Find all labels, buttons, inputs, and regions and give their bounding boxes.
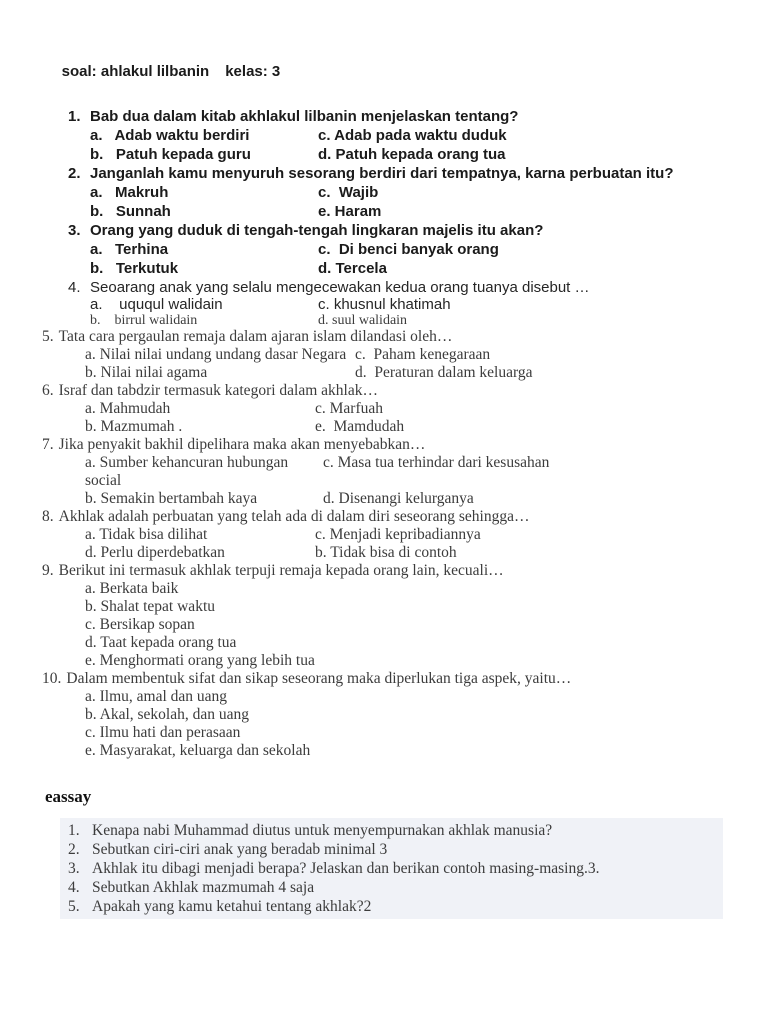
option-left: c. Bersikap sopan (85, 616, 195, 633)
question-5-options-row (85, 364, 768, 382)
question-7-options-row (85, 454, 768, 490)
question-8 (42, 508, 768, 526)
question-10-options-row (85, 688, 768, 706)
question-text: Janganlah kamu menyuruh sesorang berdiri dari tempatnya, karna perbuatan itu? (90, 165, 674, 182)
question-number: 9. (42, 562, 54, 579)
question-1-options-row (90, 126, 768, 145)
multiple-choice-section (0, 107, 768, 760)
option-left: a. Ilmu, amal dan uang (85, 688, 228, 705)
essay-item-text: Kenapa nabi Muhammad diutus untuk menyempurnakan akhlak manusia? (92, 822, 553, 839)
question-4-options-row (90, 297, 768, 313)
question-text: Orang yang duduk di tengah-tengah lingkaran majelis itu akan? (90, 222, 544, 239)
question-9 (42, 562, 768, 580)
option-left: a. Nilai nilai undang undang dasar Negara (85, 346, 347, 363)
option-left: b. Patuh kepada guru (90, 146, 251, 163)
option-left: b. Nilai nilai agama (85, 364, 208, 381)
option-left: e. Menghormati orang yang lebih tua (85, 652, 315, 669)
question-9-options-row (85, 652, 768, 670)
question-5-options-row (85, 346, 768, 364)
essay-item-number: 2. (68, 841, 80, 858)
option-left: b. Mazmumah . (85, 418, 183, 435)
document-header (45, 46, 768, 97)
essay-item-5 (60, 897, 723, 916)
option-left: b. Sunnah (90, 203, 171, 220)
option-left: e. Masyarakat, keluarga dan sekolah (85, 742, 311, 759)
option-left: a. uququl walidain (90, 296, 223, 313)
essay-item-text: Sebutkan Akhlak mazmumah 4 saja (92, 879, 315, 896)
question-text: Israf dan tabdzir termasuk kategori dalam akhlak… (58, 382, 378, 399)
option-right: e. Mamdudah (315, 418, 405, 435)
option-right: b. Tidak bisa di contoh (315, 544, 457, 561)
option-right: d. Peraturan dalam keluarga (355, 364, 533, 381)
question-9-options-row (85, 634, 768, 652)
option-left: a. Berkata baik (85, 580, 179, 597)
option-right: d. Disenangi kelurganya (323, 490, 474, 507)
question-7-options-row (85, 490, 768, 508)
option-right: c. khusnul khatimah (318, 296, 451, 313)
question-number: 6. (42, 382, 54, 399)
essay-item-number: 3. (68, 860, 80, 877)
question-text: Dalam membentuk sifat dan sikap seseorang maka diperlukan tiga aspek, yaitu… (66, 670, 572, 687)
question-6-options-row (85, 418, 768, 436)
question-1-options-row (90, 145, 768, 164)
page-title: soal: ahlakul lilbanin (61, 63, 210, 80)
option-left: a. Makruh (90, 184, 169, 201)
option-right: c. Di benci banyak orang (318, 241, 499, 258)
question-3 (68, 221, 768, 240)
question-6-options-row (85, 400, 768, 418)
question-5 (42, 328, 768, 346)
question-text: Akhlak adalah perbuatan yang telah ada di dalam diri seseorang sehingga… (58, 508, 530, 525)
essay-item-2 (60, 840, 723, 859)
essay-item-text: Akhlak itu dibagi menjadi berapa? Jelaskan dan berikan contoh masing-masing.3. (92, 860, 600, 877)
question-number: 3. (68, 222, 81, 239)
question-number: 2. (68, 165, 81, 182)
option-right: c. Menjadi kepribadiannya (315, 526, 481, 543)
option-right: c. Wajib (318, 184, 379, 201)
question-number: 4. (68, 279, 81, 296)
question-number: 5. (42, 328, 54, 345)
question-text: Tata cara pergaulan remaja dalam ajaran islam dilandasi oleh… (58, 328, 453, 345)
question-2 (68, 164, 768, 183)
essay-item-3 (60, 859, 723, 878)
option-left: a. Adab waktu berdiri (90, 127, 250, 144)
essay-section-heading: eassay (45, 787, 92, 806)
option-left: b. Shalat tepat waktu (85, 598, 215, 615)
essay-item-number: 5. (68, 898, 80, 915)
question-text: Jika penyakit bakhil dipelihara maka akan menyebabkan… (58, 436, 426, 453)
question-9-options-row (85, 598, 768, 616)
question-8-options-row (85, 544, 768, 562)
question-1 (68, 107, 768, 126)
question-3-options-row (90, 240, 768, 259)
question-8-options-row (85, 526, 768, 544)
question-7 (42, 436, 768, 454)
essay-item-4 (60, 878, 723, 897)
question-2-options-row (90, 183, 768, 202)
option-left: b. Semakin bertambah kaya (85, 490, 258, 507)
question-10-options-row (85, 706, 768, 724)
option-right: d. Tercela (318, 260, 387, 277)
essay-item-text: Sebutkan ciri-ciri anak yang beradab minimal 3 (92, 841, 388, 858)
essay-item-number: 4. (68, 879, 80, 896)
question-text: Bab dua dalam kitab akhlakul lilbanin menjelaskan tentang? (90, 108, 519, 125)
option-left: a. Terhina (90, 241, 169, 258)
question-text: Seoarang anak yang selalu mengecewakan kedua orang tuanya disebut … (90, 279, 590, 296)
option-left: a. Tidak bisa dilihat (85, 526, 208, 543)
question-2-options-row (90, 202, 768, 221)
question-10-options-row (85, 742, 768, 760)
question-9-options-row (85, 616, 768, 634)
option-right: d. suul walidain (318, 312, 408, 328)
option-left: b. Akal, sekolah, dan uang (85, 706, 250, 723)
essay-item-number: 1. (68, 822, 80, 839)
option-left: b. Terkutuk (90, 260, 179, 277)
option-right: c. Masa tua terhindar dari kesusahan (323, 454, 550, 471)
option-left: b. birrul walidain (90, 312, 198, 328)
option-right: d. Patuh kepada orang tua (318, 146, 506, 163)
question-number: 7. (42, 436, 54, 453)
option-left: c. Ilmu hati dan perasaan (85, 724, 241, 741)
question-4-options-row (90, 313, 768, 329)
option-right: c. Marfuah (315, 400, 383, 417)
question-number: 8. (42, 508, 54, 525)
option-left: a. Mahmudah (85, 400, 171, 417)
essay-item-1 (60, 821, 723, 840)
question-6 (42, 382, 768, 400)
question-3-options-row (90, 259, 768, 278)
option-left: d. Taat kepada orang tua (85, 634, 237, 651)
essay-question-list (60, 818, 723, 919)
essay-item-text: Apakah yang kamu ketahui tentang akhlak?2 (92, 898, 372, 915)
question-text: Berikut ini termasuk akhlak terpuji remaja kepada orang lain, kecuali… (58, 562, 504, 579)
option-left: d. Perlu diperdebatkan (85, 544, 225, 561)
question-10 (42, 670, 768, 688)
question-9-options-row (85, 580, 768, 598)
option-left: a. Sumber kehancuran hubungan social (85, 454, 293, 489)
question-4 (68, 278, 768, 297)
class-label: kelas: 3 (225, 63, 281, 80)
option-right: c. Adab pada waktu duduk (318, 127, 507, 144)
option-right: e. Haram (318, 203, 382, 220)
question-number: 10. (42, 670, 62, 687)
question-number: 1. (68, 108, 81, 125)
option-right: c. Paham kenegaraan (355, 346, 491, 363)
question-10-options-row (85, 724, 768, 742)
